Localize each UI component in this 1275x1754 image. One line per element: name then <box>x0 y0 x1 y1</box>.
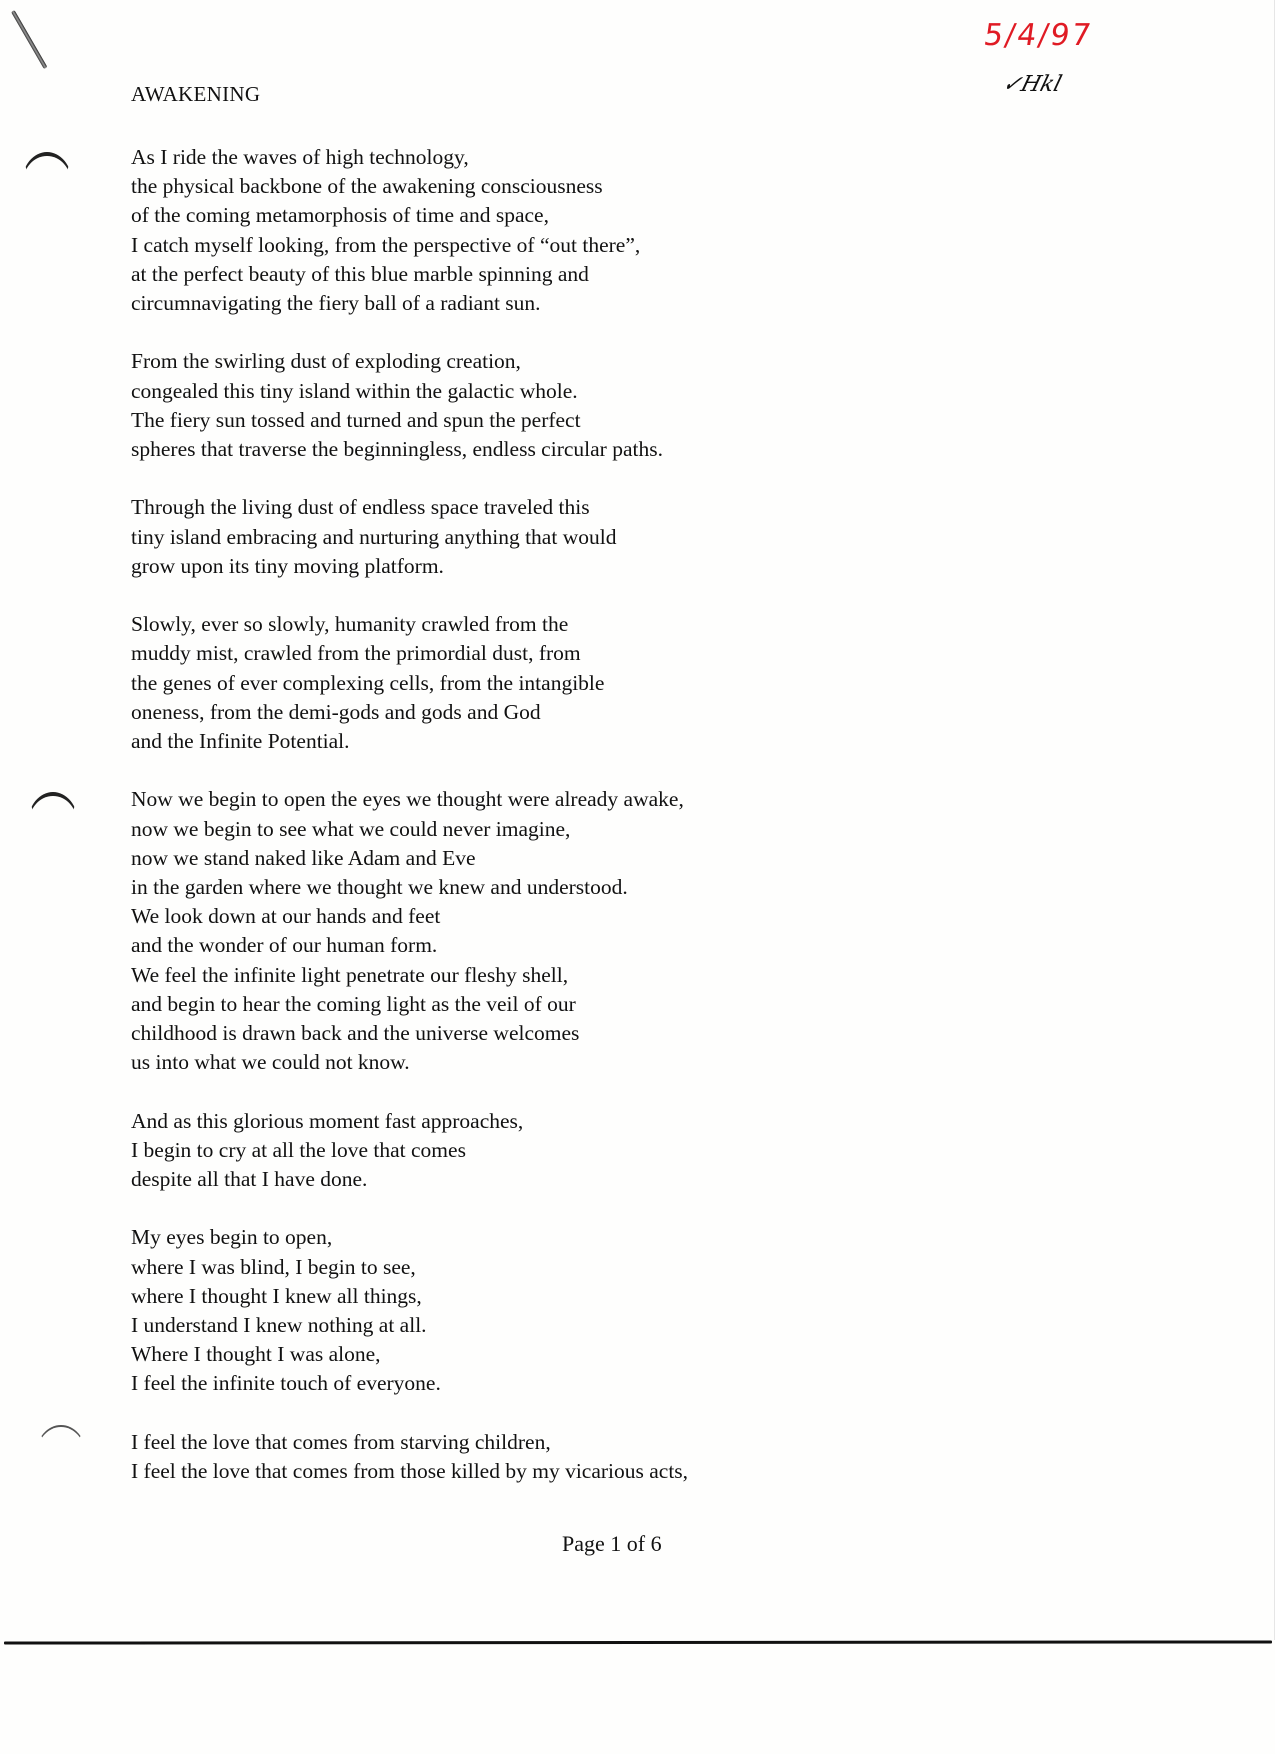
poem-line: the genes of ever complexing cells, from the intangible <box>131 670 605 695</box>
poem-line: Now we begin to open the eyes we thought were already awake, <box>131 787 684 812</box>
handwritten-initials: ✓Hkl <box>999 72 1065 97</box>
poem-line: muddy mist, crawled from the primordial dust, from <box>131 641 581 666</box>
poem-line: And as this glorious moment fast approaches, <box>131 1108 524 1133</box>
staple-mark <box>11 10 47 69</box>
poem-line: at the perfect beauty of this blue marble spinning and <box>131 261 589 286</box>
poem-line: where I was blind, I begin to see, <box>131 1254 416 1279</box>
poem-title: AWAKENING <box>131 82 261 106</box>
poem-line: spheres that traverse the beginningless, endless circular paths. <box>131 437 663 462</box>
stanza <box>131 143 688 318</box>
poem-line: of the coming metamorphosis of time and space, <box>131 203 549 228</box>
poem-line: I begin to cry at all the love that comes <box>131 1137 466 1162</box>
poem-line: grow upon its tiny moving platform. <box>131 553 444 578</box>
poem-line: I understand I knew nothing at all. <box>131 1313 427 1338</box>
poem-line: tiny island embracing and nurturing anything that would <box>131 524 617 549</box>
poem-line: despite all that I have done. <box>131 1167 368 1192</box>
poem-line: Through the living dust of endless space traveled this <box>131 495 590 520</box>
hole-punch-mark <box>28 792 78 836</box>
stanza <box>131 1428 688 1486</box>
poem-line: in the garden where we thought we knew and understood. <box>131 875 628 900</box>
stanza <box>131 347 688 464</box>
poem-line: the physical backbone of the awakening consciousness <box>131 174 603 199</box>
poem-line: and begin to hear the coming light as the veil of our <box>131 991 576 1016</box>
poem-line: I feel the love that comes from starving children, <box>131 1429 551 1454</box>
poem-line: and the Infinite Potential. <box>131 729 350 754</box>
poem-line: From the swirling dust of exploding creation, <box>131 349 521 374</box>
poem-line: now we begin to see what we could never imagine, <box>131 816 571 841</box>
poem-line: We feel the infinite light penetrate our fleshy shell, <box>131 962 569 987</box>
poem-line: now we stand naked like Adam and Eve <box>131 845 476 870</box>
poem-body <box>131 143 688 1515</box>
stanza <box>131 785 688 1077</box>
poem-line: circumnavigating the fiery ball of a radiant sun. <box>131 291 541 316</box>
poem-line: I feel the love that comes from those killed by my vicarious acts, <box>131 1459 689 1484</box>
poem-line: congealed this tiny island within the galactic whole. <box>131 378 578 403</box>
poem-line: oneness, from the demi-gods and gods and God <box>131 699 541 724</box>
poem-line: My eyes begin to open, <box>131 1225 333 1250</box>
poem-line: childhood is drawn back and the universe welcomes <box>131 1021 580 1046</box>
poem-line: The fiery sun tossed and turned and spun the perfect <box>131 407 581 432</box>
page-number: Page 1 of 6 <box>562 1531 662 1556</box>
poem-line: We look down at our hands and feet <box>131 904 441 929</box>
hole-punch-mark <box>36 1425 86 1467</box>
stanza <box>131 1107 688 1195</box>
poem-line: us into what we could not know. <box>131 1050 410 1075</box>
poem-line: I feel the infinite touch of everyone. <box>131 1371 441 1396</box>
poem-line: As I ride the waves of high technology, <box>131 145 469 169</box>
handwritten-date: 5/4/97 <box>981 18 1096 53</box>
poem-line: where I thought I knew all things, <box>131 1283 422 1308</box>
page-bottom-edge <box>4 1640 1272 1644</box>
hole-punch-mark <box>22 152 72 196</box>
stanza <box>131 493 688 581</box>
poem-line: and the wonder of our human form. <box>131 933 438 958</box>
poem-line: Where I thought I was alone, <box>131 1342 381 1367</box>
poem-line: I catch myself looking, from the perspective of “out there”, <box>131 232 641 257</box>
stanza <box>131 1223 688 1398</box>
poem-line: Slowly, ever so slowly, humanity crawled from the <box>131 612 569 637</box>
stanza <box>131 610 688 756</box>
